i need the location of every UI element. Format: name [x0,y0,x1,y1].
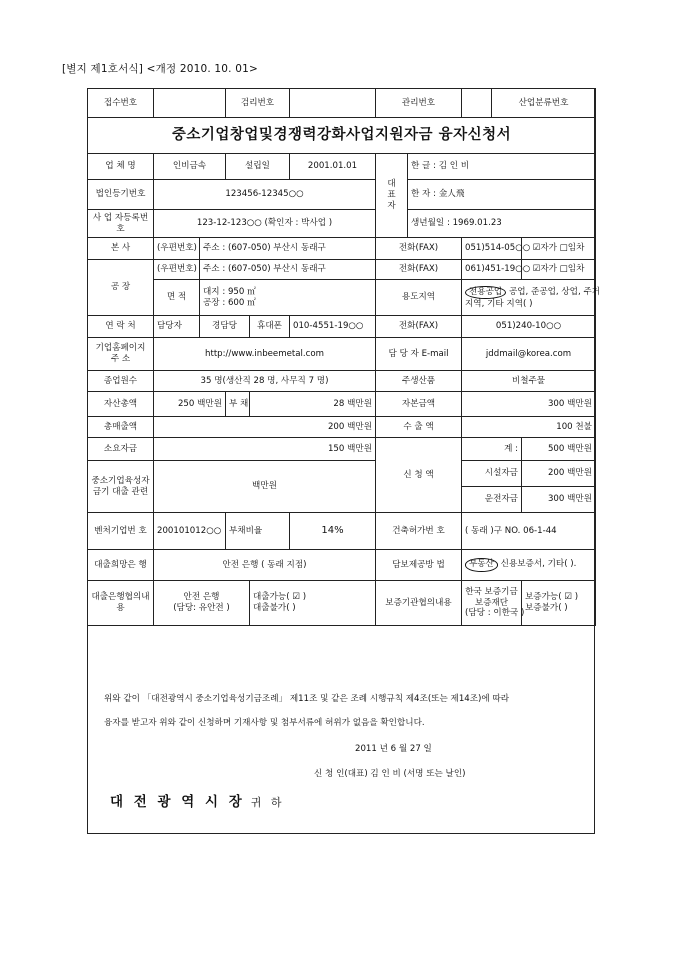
main-product-label: 주생산품 [376,371,462,392]
capital-label: 자본금액 [376,392,462,417]
facility-funds-value[interactable]: 200 백만원 [522,461,596,487]
collateral-options: 신용보증서, 기타( ). [497,559,577,570]
contact-label: 연 락 처 [88,316,154,338]
guarantee-org-1: 한국 보증기금 [465,586,518,597]
email-value[interactable]: jddmail@korea.com [462,338,596,371]
guarantee-org-2: 보증재단 [474,597,509,608]
biz-reg-label: 사 업 자등록번호 [88,210,154,238]
representative-label: 대표자 [376,154,408,238]
export-label: 수 출 액 [376,417,462,438]
loan-impossible: 대출불가( ) [253,603,296,613]
other-loan-label: 중소기업육성자금기 대출 관련 [88,461,154,513]
zone-options: 공업, 준공업, 상업, 주거 [506,286,601,297]
rep-name-hanja[interactable]: 한 자 : 金人飛 [408,180,596,210]
hq-ownership[interactable]: ☑자가 □임차 [522,238,596,260]
addressee [110,790,285,810]
receipt-no-field[interactable] [154,89,226,118]
permit-no-value[interactable]: ( 동래 )구 NO. 06-1-44 [462,513,596,550]
main-product-value[interactable]: 비철주물 [462,371,596,392]
factory-ownership[interactable]: ☑자가 □임차 [522,260,596,280]
assets-label: 자산총액 [88,392,154,417]
homepage-url[interactable]: http://www.inbeemetal.com [154,338,376,371]
debt-value[interactable]: 28 백만원 [250,392,376,417]
hq-phone-label: 전화(FAX) [376,238,462,260]
contact-phone-label: 전화(FAX) [376,316,462,338]
mgmt-no-label: 관리번호 [376,89,462,118]
receipt-no-label: 접수번호 [88,89,154,118]
hq-label: 본 사 [88,238,154,260]
corp-reg-value[interactable]: 123456-12345○○ [154,180,376,210]
consult-bank-person: (담당: 유안전 ) [173,603,230,613]
mgmt-no-field[interactable] [462,89,492,118]
consult-bank-name: 안전 은행 [183,592,220,603]
needed-funds-label: 소요자금 [88,438,154,461]
zone-selected: 전용공업 [465,286,506,299]
mobile-label: 휴대폰 [250,316,290,338]
operating-funds-label: 운전자금 [462,487,522,513]
employees-value[interactable]: 35 명(생산직 28 명, 사무직 7 명) [154,371,376,392]
factory-area-label: 면 적 [154,280,200,316]
contact-phone[interactable]: 051)240-10○○ [462,316,596,338]
facility-funds-label: 시설자금 [462,461,522,487]
total-label: 계 : [462,438,522,461]
venture-no-value[interactable]: 200101012○○ [154,513,226,550]
loan-possibility[interactable] [250,581,376,626]
review-no-label: 검리번호 [226,89,290,118]
hq-postal[interactable]: (우편번호) [154,238,200,260]
founded-label: 설립일 [226,154,290,180]
declaration-paragraph-1: 위와 같이 「대전광역시 중소기업육성기금조례」 제11조 및 같은 조례 시행규칙 제4조(또는 제14조)에 따라 [104,694,510,704]
guarantee-impossible: 보증불가( ) [525,603,568,613]
factory-area[interactable] [200,280,376,316]
contact-person-label: 담당자 [154,316,200,338]
permit-no-label: 건축허가번 호 [376,513,462,550]
guarantee-possibility[interactable] [522,581,596,626]
bank-value[interactable]: 안전 은행 ( 동래 지점) [154,550,376,581]
applicant-signature-line[interactable]: 신 청 인(대표) 김 인 비 (서명 또는 날인) [314,769,466,779]
loan-possible: 대출가능( ☑ ) [253,592,307,603]
bank-consult-bank[interactable] [154,581,250,626]
capital-value[interactable]: 300 백만원 [462,392,596,417]
form-title: 중소기업창업및경쟁력강화사업지원자금 융자신청서 [88,118,596,154]
apply-amount-label: 신 청 액 [376,438,462,513]
biz-reg-value[interactable]: 123-12-123○○ (확인자 : 박사업 ) [154,210,376,238]
guarantee-consult-label: 보증기관협의내용 [376,581,462,626]
rep-name-hangul[interactable]: 한 글 : 김 인 비 [408,154,596,180]
factory-label: 공 장 [88,260,154,316]
factory-phone-label: 전화(FAX) [376,260,462,280]
rep-birth-date[interactable]: 생년월일 : 1969.01.23 [408,210,596,238]
declaration-paragraph-2: 융자를 받고자 위와 같이 신청하며 기재사항 및 첨부서류에 허위가 없음을 확인합니다. [104,718,425,728]
review-no-field[interactable] [290,89,376,118]
contact-person[interactable]: 경담당 [200,316,250,338]
sales-value[interactable]: 200 백만원 [154,417,376,438]
cert-no-label: 산업분류번호 [492,89,596,118]
zone-label: 용도지역 [376,280,462,316]
zone-options-2: 지역, 기타 지역( ) [465,298,533,309]
collateral-label: 담보제공방 법 [376,550,462,581]
guarantee-org[interactable] [462,581,525,626]
mobile-value[interactable]: 010-4551-19○○ [290,316,376,338]
operating-funds-value[interactable]: 300 백만원 [522,487,596,513]
total-value[interactable]: 500 백만원 [522,438,596,461]
founded-value[interactable]: 2001.01.01 [290,154,376,180]
hq-address[interactable]: 주소 : (607-050) 부산시 동래구 [200,238,376,260]
bank-label: 대출희망은 행 [88,550,154,581]
debt-label: 부 채 [226,392,250,417]
zone-value[interactable] [462,280,601,316]
collateral-selected: 부동산 [465,558,498,571]
hq-phone[interactable]: 051)514-05○○ [462,238,522,260]
venture-no-label: 벤처기업번 호 [88,513,154,550]
form-number-label: [별지 제1호서식] <개정 2010. 10. 01> [62,63,259,75]
application-date[interactable]: 2011 년 6 월 27 일 [355,744,432,754]
addressee-name: 대 전 광 역 시 장 [110,794,245,810]
land-area: 대지 : 950 ㎡ [203,286,256,297]
company-name-label: 업 체 명 [88,154,154,180]
needed-funds-value[interactable]: 150 백만원 [154,438,376,461]
debt-ratio-value[interactable]: 14% [290,513,376,550]
company-name-value[interactable]: 인비금속 [154,154,226,180]
email-label: 담 당 자 E-mail [376,338,462,371]
corp-reg-label: 법인등기번호 [88,180,154,210]
assets-value[interactable]: 250 백만원 [154,392,226,417]
header-row [88,89,596,118]
factory-phone[interactable]: 061)451-19○○ [462,260,522,280]
export-value[interactable]: 100 천불 [462,417,596,438]
debt-ratio-label: 부채비율 [226,513,290,550]
building-area: 공장 : 600 ㎡ [203,297,256,308]
guarantee-possible: 보증가능( ☑ ) [525,592,579,603]
employees-label: 종업원수 [88,371,154,392]
collateral-value[interactable] [462,550,596,581]
factory-postal[interactable]: (우편번호) [154,260,200,280]
addressee-suffix: 귀 하 [250,796,285,809]
factory-address[interactable]: 주소 : (607-050) 부산시 동래구 [200,260,376,280]
bank-consult-label: 대출은행협의내용 [88,581,154,626]
application-form-table [87,88,601,626]
homepage-label: 기업홈페이지 주 소 [88,338,154,371]
declaration-section [88,680,594,833]
other-loan-value[interactable]: 백만원 [154,461,376,513]
guarantee-person: (담당 : 이한국 ) [465,608,525,619]
sales-label: 총매출액 [88,417,154,438]
